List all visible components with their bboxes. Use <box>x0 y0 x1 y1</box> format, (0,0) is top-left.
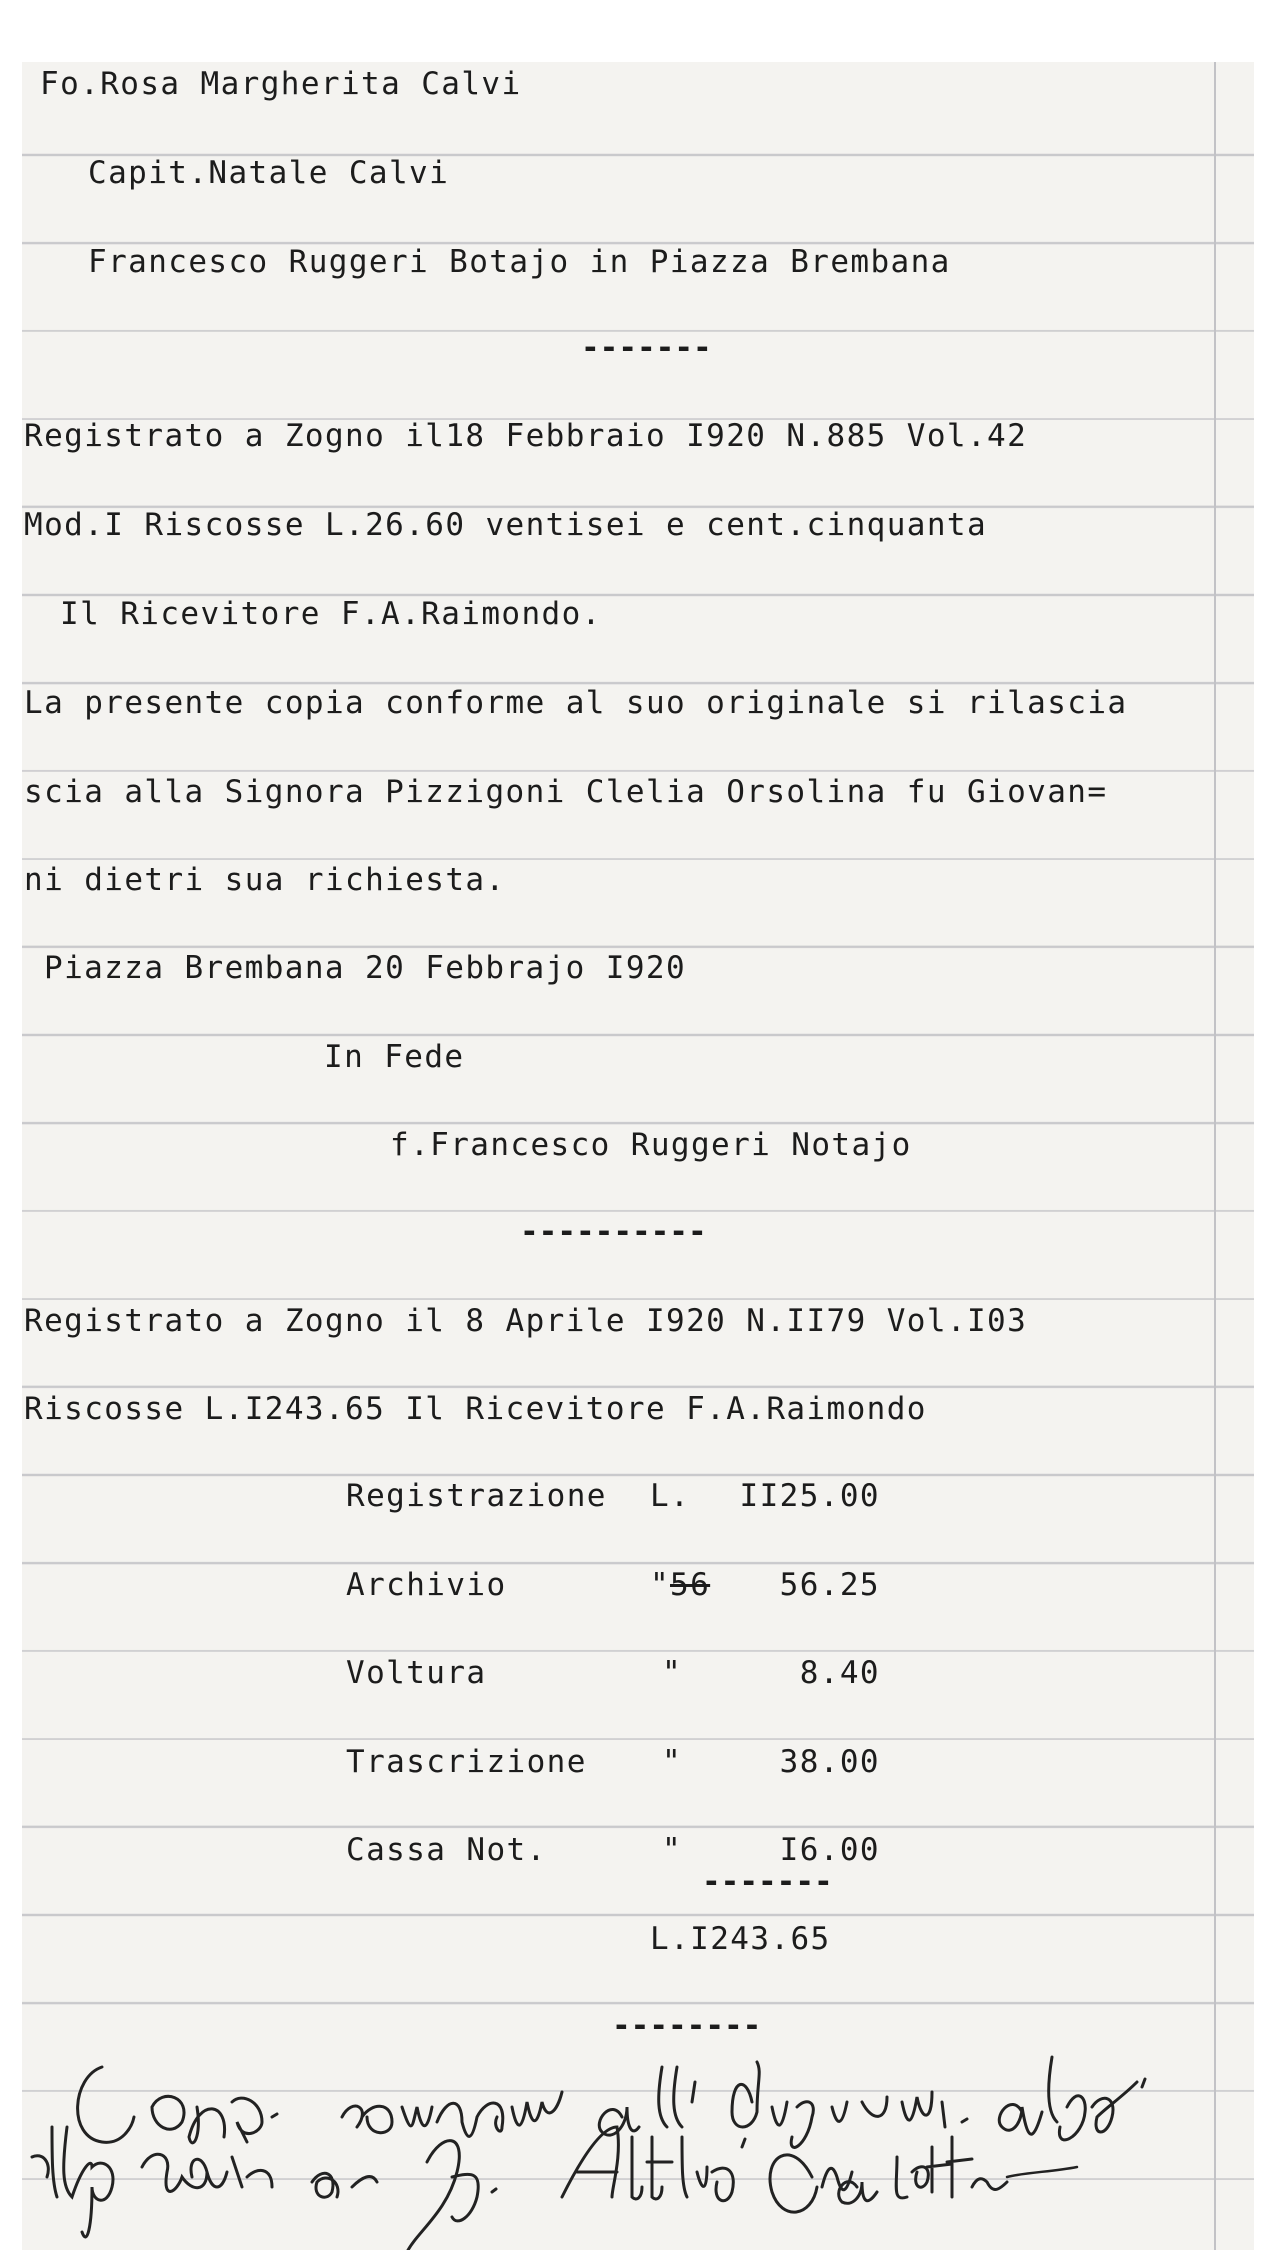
line-6: Il Ricevitore F.A.Raimondo. <box>60 596 602 632</box>
margin-rule <box>1214 62 1216 2250</box>
separator-3: -------- <box>612 2008 762 2044</box>
fee-mark: " <box>662 1744 683 1780</box>
fee-amount: 56.25 <box>779 1567 880 1603</box>
separator-1: ------- <box>581 330 712 366</box>
line-14: Riscosse L.I243.65 Il Ricevitore F.A.Raimondo <box>24 1391 927 1427</box>
fee-mark: " <box>662 1832 683 1868</box>
fee-label: Voltura <box>346 1655 487 1691</box>
line-9: ni dietri sua richiesta. <box>24 862 506 898</box>
line-2: Capit.Natale Calvi <box>88 155 450 191</box>
line-7: La presente copia conforme al suo originale si rilascia <box>24 685 1128 721</box>
fee-label: Registrazione <box>346 1478 607 1514</box>
line-1: Fo.Rosa Margherita Calvi <box>40 66 522 102</box>
line-4: Registrato a Zogno il18 Febbraio I920 N.885 Vol.42 <box>24 418 1028 454</box>
line-5: Mod.I Riscosse L.26.60 ventisei e cent.cinquanta <box>24 507 988 543</box>
document-page <box>22 62 1254 2250</box>
fee-amount: II25.00 <box>739 1478 880 1514</box>
fee-mark: " <box>650 1567 671 1603</box>
separator-2: ---------- <box>520 1214 707 1250</box>
sum-rule: ------- <box>702 1864 833 1900</box>
fee-mark: L. <box>650 1478 691 1514</box>
place-date: Piazza Brembana 20 Febbrajo I920 <box>44 950 687 986</box>
fee-amount: I6.00 <box>779 1832 880 1868</box>
notary-signature-line: f.Francesco Ruggeri Notajo <box>390 1127 912 1163</box>
fee-label: Cassa Not. <box>346 1832 547 1868</box>
line-8: scia alla Signora Pizzigoni Clelia Orsolina fu Giovan= <box>24 774 1108 810</box>
line-13: Registrato a Zogno il 8 Aprile I920 N.II79 Vol.I03 <box>24 1303 1028 1339</box>
in-fede: In Fede <box>324 1039 465 1075</box>
fee-mark: " <box>662 1655 683 1691</box>
fee-amount: 8.40 <box>799 1655 880 1691</box>
fee-total: L.I243.65 <box>650 1921 831 1957</box>
line-3: Francesco Ruggeri Botajo in Piazza Brembana <box>88 244 951 280</box>
handwritten-attestation-line-2 <box>22 2117 1102 2250</box>
fee-struck-value: 56 <box>670 1567 711 1603</box>
fee-label: Archivio <box>346 1567 507 1603</box>
fee-label: Trascrizione <box>346 1744 587 1780</box>
fee-amount: 38.00 <box>779 1744 880 1780</box>
